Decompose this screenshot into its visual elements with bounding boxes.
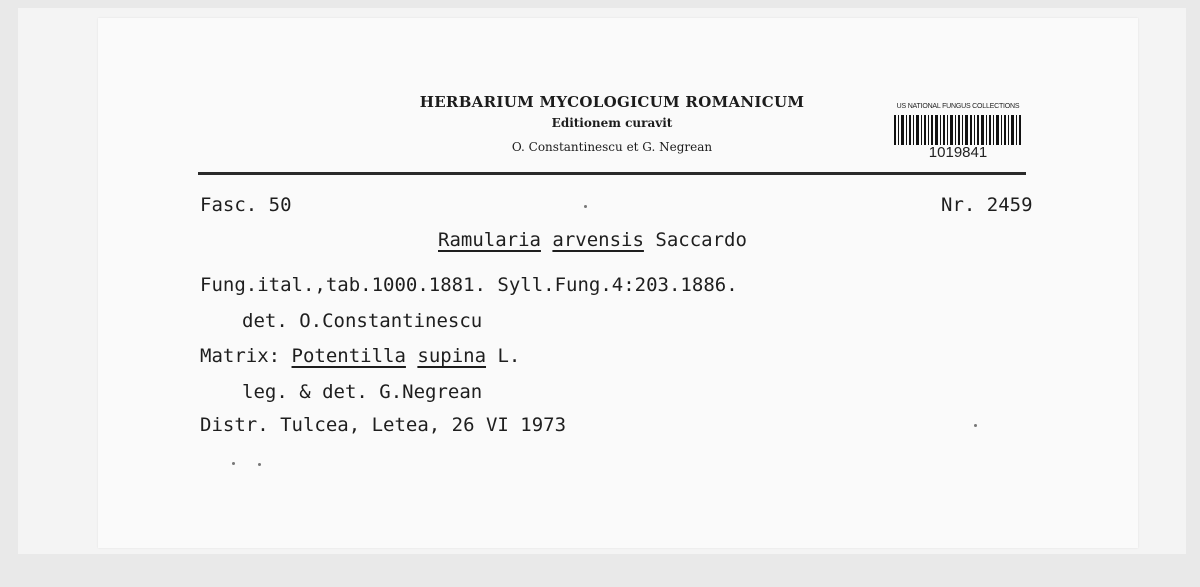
collector-line: leg. & det. G.Negrean [242,381,483,403]
determiner-line: det. O.Constantinescu [242,310,483,332]
fascicle-number: Fasc. 50 [200,194,292,216]
matrix-line [200,344,520,368]
paper-speck [258,463,261,466]
host-genus: Potentilla [291,345,406,367]
edition-subtitle: Editionem curavit [551,116,673,130]
heading-divider [198,172,1026,175]
label-heading [402,92,822,158]
literature-citation: Fung.ital.,tab.1000.1881. Syll.Fung.4:203.1886. [200,274,738,296]
barcode-caption: US NATIONAL FUNGUS COLLECTIONS [896,103,1020,110]
locality-line: Distr. Tulcea, Letea, 26 VI 1973 [200,414,567,436]
paper-speck [584,205,587,208]
herbarium-title: HERBARIUM MYCOLOGICUM ROMANICUM [419,93,805,111]
exsiccata-number: Nr. 2459 [941,194,1033,216]
taxon-name [438,228,747,252]
barcode-number: 1019841 [928,144,988,161]
taxon-genus: Ramularia [438,229,541,251]
host-author: L. [497,345,521,367]
host-species: supina [417,345,487,367]
editors-line: O. Constantinescu et G. Negrean [511,140,713,154]
taxon-author: Saccardo [655,229,747,251]
matrix-prefix: Matrix: [200,345,281,367]
barcode-icon [892,115,1024,145]
paper-speck [974,424,977,427]
taxon-species: arvensis [552,229,644,251]
barcode-label [884,102,1032,161]
paper-speck [232,462,235,465]
